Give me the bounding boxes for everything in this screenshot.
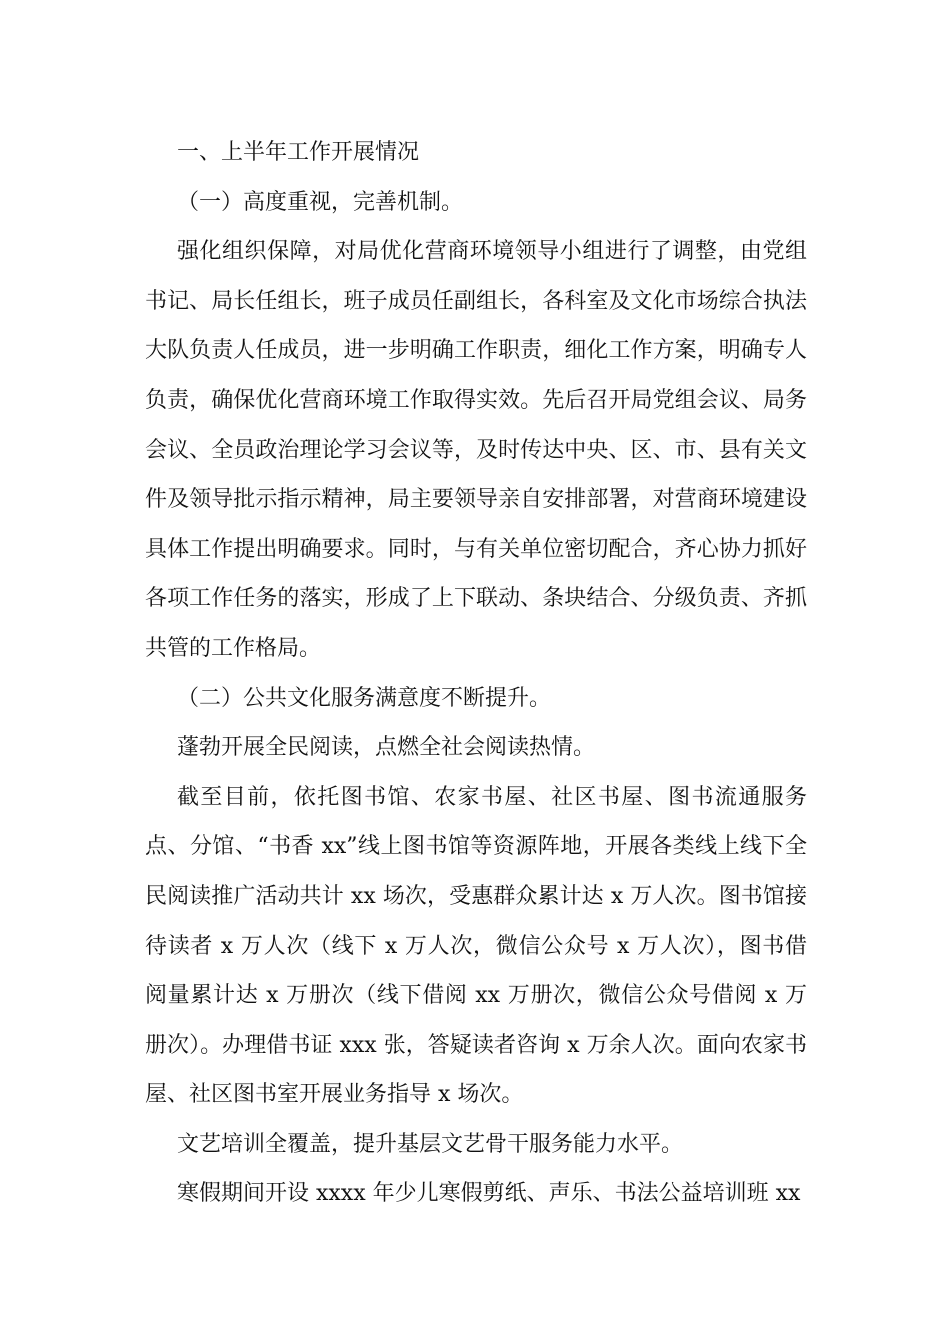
subsection-heading-2: （二）公共文化服务满意度不断提升。	[177, 685, 552, 711]
subsection-heading-1: （一）高度重视，完善机制。	[177, 189, 464, 215]
paragraph-reading-stats: 截至目前，依托图书馆、农家书屋、社区书屋、图书流通服务点、分馆、“书香 xx”线上图书馆等资源阵地，开展各类线上线下全民阅读推广活动共计 xx 场次，受惠群众累计达 x 万人次。图书馆接待读者 x 万人次（线下 x 万人次，微信公众号 x 万人次），图书借阅量累计达 x 万册次（线下借阅 xx 万册次，微信公众号借阅 x 万册次）。办理借书证 xxx 张，答疑读者咨询 x 万余人次。面向农家书屋、社区图书室开展业务指导 x 场次。	[145, 784, 807, 1108]
section-heading-1: 一、上半年工作开展情况	[177, 140, 420, 165]
paragraph-reading-intro: 蓬勃开展全民阅读，点燃全社会阅读热情。	[177, 735, 596, 761]
paragraph-training-intro: 文艺培训全覆盖，提升基层文艺骨干服务能力水平。	[177, 1131, 684, 1157]
paragraph-winter-training: 寒假期间开设 xxxx 年少儿寒假剪纸、声乐、书法公益培训班 xx	[177, 1181, 801, 1207]
paragraph-mechanism: 强化组织保障，对局优化营商环境领导小组进行了调整，由党组书记、局长任组长，班子成员任副组长，各科室及文化市场综合执法大队负责人任成员，进一步明确工作职责，细化工作方案，明确专人负责，确保优化营商环境工作取得实效。先后召开局党组会议、局务会议、全员政治理论学习会议等，及时传达中央、区、市、县有关文件及领导批示指示精神，局主要领导亲自安排部署，对营商环境建设具体工作提出明确要求。同时，与有关单位密切配合，齐心协力抓好各项工作任务的落实，形成了上下联动、条块结合、分级负责、齐抓共管的工作格局。	[145, 239, 807, 661]
document-body	[145, 128, 807, 1219]
